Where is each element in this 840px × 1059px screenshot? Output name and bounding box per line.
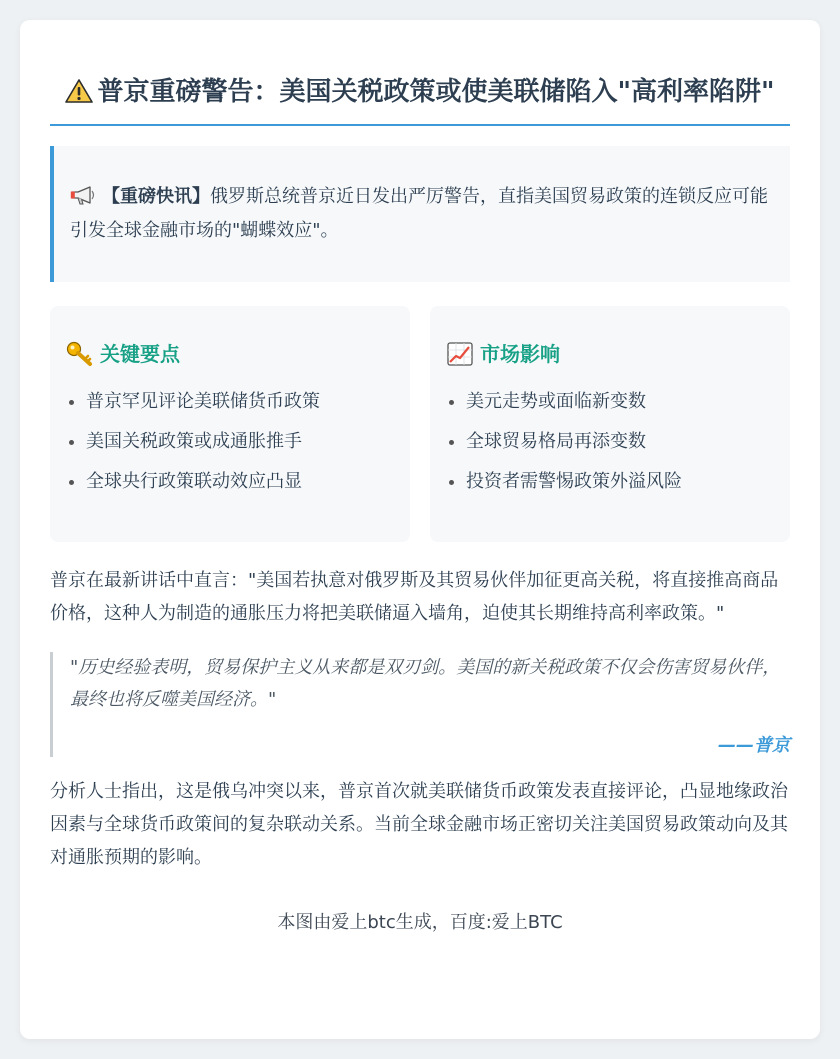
key-icon (66, 341, 94, 367)
blockquote (50, 652, 790, 757)
quote-author: ——普京 (718, 735, 790, 756)
market-impact-heading (446, 340, 774, 368)
chart-increasing-icon (446, 341, 474, 367)
body-paragraph: 普京在最新讲话中直言："美国若执意对俄罗斯及其贸易伙伴加征更高关税，将直接推高商品价格，这种人为制造的通胀压力将把美联储逼入墙角，迫使其长期维持高利率政策。" (50, 570, 779, 624)
alert-text: 俄罗斯总统普京近日发出严厉警告，直指美国贸易政策的连锁反应可能引发全球金融市场的"蝴蝶效应"。 (70, 186, 768, 241)
list-item: • 美元走势或面临新变数 (466, 382, 774, 422)
footer-credit: 本图由爱上btc生成，百度:爱上BTC (277, 912, 563, 933)
market-impact-list (446, 382, 774, 502)
list-item: • 全球贸易格局再添变数 (466, 422, 774, 462)
market-impact-panel (430, 306, 790, 542)
market-impact-title: 市场影响 (480, 342, 560, 366)
summary-columns (50, 306, 790, 542)
key-points-list (66, 382, 394, 502)
page-title (50, 72, 790, 126)
quote-text: "历史经验表明，贸易保护主义从来都是双刃剑。美国的新关税政策不仅会伤害贸易伙伴，最终也将反噬美国经济。" (70, 657, 781, 710)
key-points-panel (50, 306, 410, 542)
list-item: • 普京罕见评论美联储货币政策 (86, 382, 394, 422)
list-item: • 投资者需警惕政策外溢风险 (466, 462, 774, 502)
warning-icon (65, 78, 93, 104)
megaphone-icon (70, 185, 96, 205)
key-points-heading (66, 340, 394, 368)
page-title-text: 普京重磅警告：美国关税政策或使美联储陷入"高利率陷阱" (97, 77, 775, 107)
breaking-news-alert (50, 146, 790, 282)
alert-tag: 【重磅快讯】 (102, 186, 210, 207)
analysis-paragraph: 分析人士指出，这是俄乌冲突以来，普京首次就美联储货币政策发表直接评论，凸显地缘政治因素与全球货币政策间的复杂联动关系。当前全球金融市场正密切关注美国贸易政策动向及其对通胀预期的影响。 (50, 781, 788, 868)
article-card (20, 20, 820, 1039)
list-item: • 美国关税政策或成通胀推手 (86, 422, 394, 462)
key-points-title: 关键要点 (100, 342, 180, 366)
list-item: • 全球央行政策联动效应凸显 (86, 462, 394, 502)
